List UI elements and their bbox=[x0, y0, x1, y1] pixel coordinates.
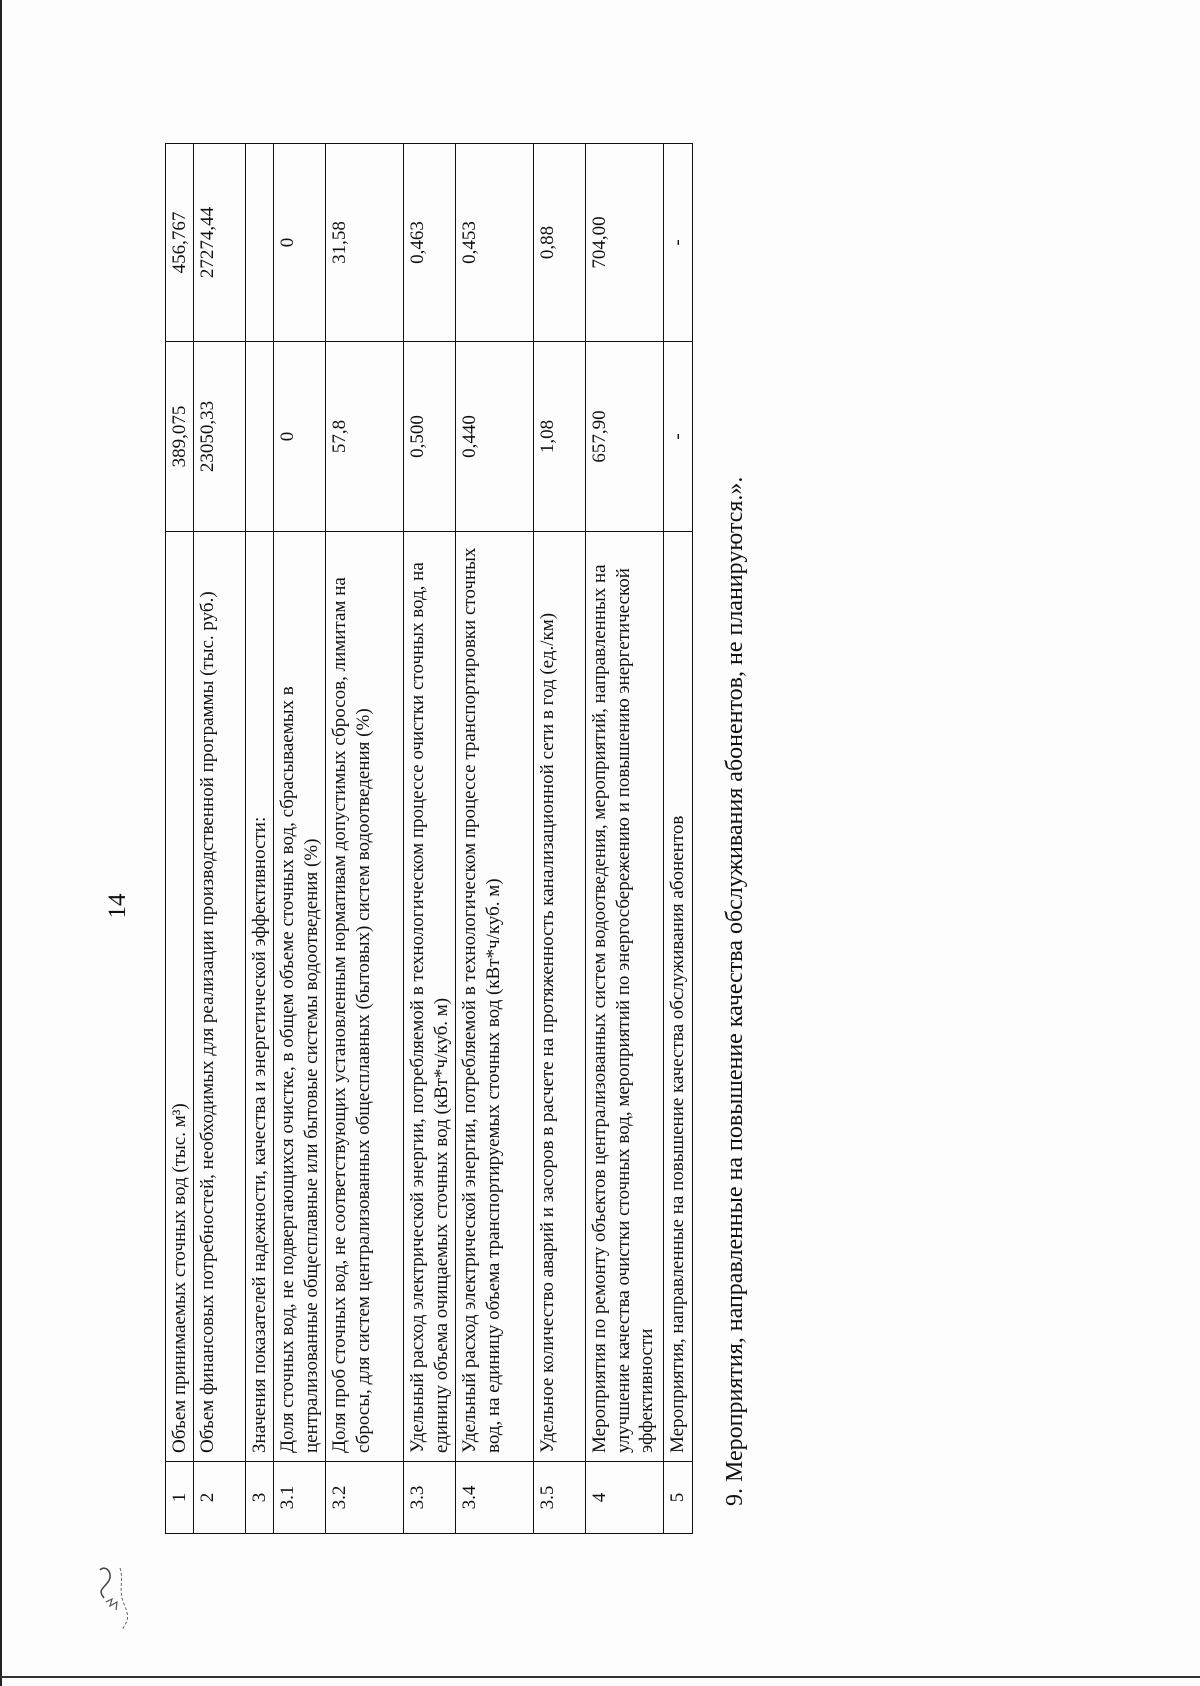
row-description: Доля проб сточных вод, не соответствующих установленным нормативам допустимых сбросов, лимитам на сбросы, для систем централизованных общесплавных (бытовых) систем водоотведения (%) bbox=[326, 532, 404, 1462]
table-row bbox=[534, 144, 586, 1534]
row-number: 1 bbox=[166, 1462, 194, 1534]
table-row bbox=[194, 144, 246, 1534]
table-row bbox=[274, 144, 326, 1534]
row-value-2: 31,58 bbox=[326, 144, 404, 342]
table-row bbox=[326, 144, 404, 1534]
row-number: 4 bbox=[586, 1462, 664, 1534]
page-number: 14 bbox=[104, 893, 131, 919]
row-value-1: 0,500 bbox=[404, 342, 456, 532]
row-value-2: 456,767 bbox=[166, 144, 194, 342]
table-row bbox=[404, 144, 456, 1534]
row-description: Удельный расход электрической энергии, потребляемой в технологическом процессе очистки сточных вод, на единицу объема очищаемых сточных вод (кВт*ч/куб. м) bbox=[404, 532, 456, 1462]
row-number: 2 bbox=[194, 1462, 246, 1534]
row-value-2: 0 bbox=[274, 144, 326, 342]
handwritten-mark-icon bbox=[92, 1560, 136, 1634]
table-row bbox=[456, 144, 534, 1534]
row-value-1: - bbox=[664, 342, 692, 532]
row-description: Объем принимаемых сточных вод (тыс. м³) bbox=[166, 532, 194, 1462]
row-value-1: 0,440 bbox=[456, 342, 534, 532]
row-number: 3.3 bbox=[404, 1462, 456, 1534]
row-number: 3 bbox=[246, 1462, 274, 1534]
row-number: 3.4 bbox=[456, 1462, 534, 1534]
row-description: Доля сточных вод, не подвергающихся очистке, в общем объеме сточных вод, сбрасываемых в централизованные общесплавные или бытовые системы водоотведения (%) bbox=[274, 532, 326, 1462]
row-value-1: 1,08 bbox=[534, 342, 586, 532]
row-value-2 bbox=[246, 144, 274, 342]
row-value-1: 657,90 bbox=[586, 342, 664, 532]
row-value-2: 704,00 bbox=[586, 144, 664, 342]
table-row bbox=[664, 144, 692, 1534]
row-description: Мероприятия по ремонту объектов централизованных систем водоотведения, мероприятий, направленных на улучшение качества очистки сточных вод, мероприятий по энергосбережению и повышению энергетической эффективности bbox=[586, 532, 664, 1462]
row-description: Удельное количество аварий и засоров в расчете на протяженность канализационной сети в год (ед./км) bbox=[534, 532, 586, 1462]
row-number: 3.1 bbox=[274, 1462, 326, 1534]
row-value-2: 0,463 bbox=[404, 144, 456, 342]
rotated-content bbox=[0, 126, 1030, 1686]
row-number: 3.2 bbox=[326, 1462, 404, 1534]
row-description: Объем финансовых потребностей, необходимых для реализации производственной программы (тыс. руб.) bbox=[194, 532, 246, 1462]
row-value-1 bbox=[246, 342, 274, 532]
row-description: Значения показателей надежности, качества и энергетической эффективности: bbox=[246, 532, 274, 1462]
row-description: Мероприятия, направленные на повышение качества обслуживания абонентов bbox=[664, 532, 692, 1462]
table-row bbox=[166, 144, 194, 1534]
row-value-1: 57,8 bbox=[326, 342, 404, 532]
row-value-2: 0,453 bbox=[456, 144, 534, 342]
row-value-1: 23050,33 bbox=[194, 342, 246, 532]
row-value-2: 0,88 bbox=[534, 144, 586, 342]
row-value-1: 0 bbox=[274, 342, 326, 532]
table-row bbox=[586, 144, 664, 1534]
row-value-1: 389,075 bbox=[166, 342, 194, 532]
closing-paragraph: 9. Мероприятия, направленные на повышение качества обслуживания абонентов, не планируются.». bbox=[722, 476, 748, 1506]
row-value-2: 27274,44 bbox=[194, 144, 246, 342]
row-number: 3.5 bbox=[534, 1462, 586, 1534]
indicators-table bbox=[165, 143, 693, 1534]
row-value-2: - bbox=[664, 144, 692, 342]
row-description: Удельный расход электрической энергии, потребляемой в технологическом процессе транспортировки сточных вод, на единицу объема транспортируемых сточных вод (кВт*ч/куб. м) bbox=[456, 532, 534, 1462]
table-row bbox=[246, 144, 274, 1534]
row-number: 5 bbox=[664, 1462, 692, 1534]
